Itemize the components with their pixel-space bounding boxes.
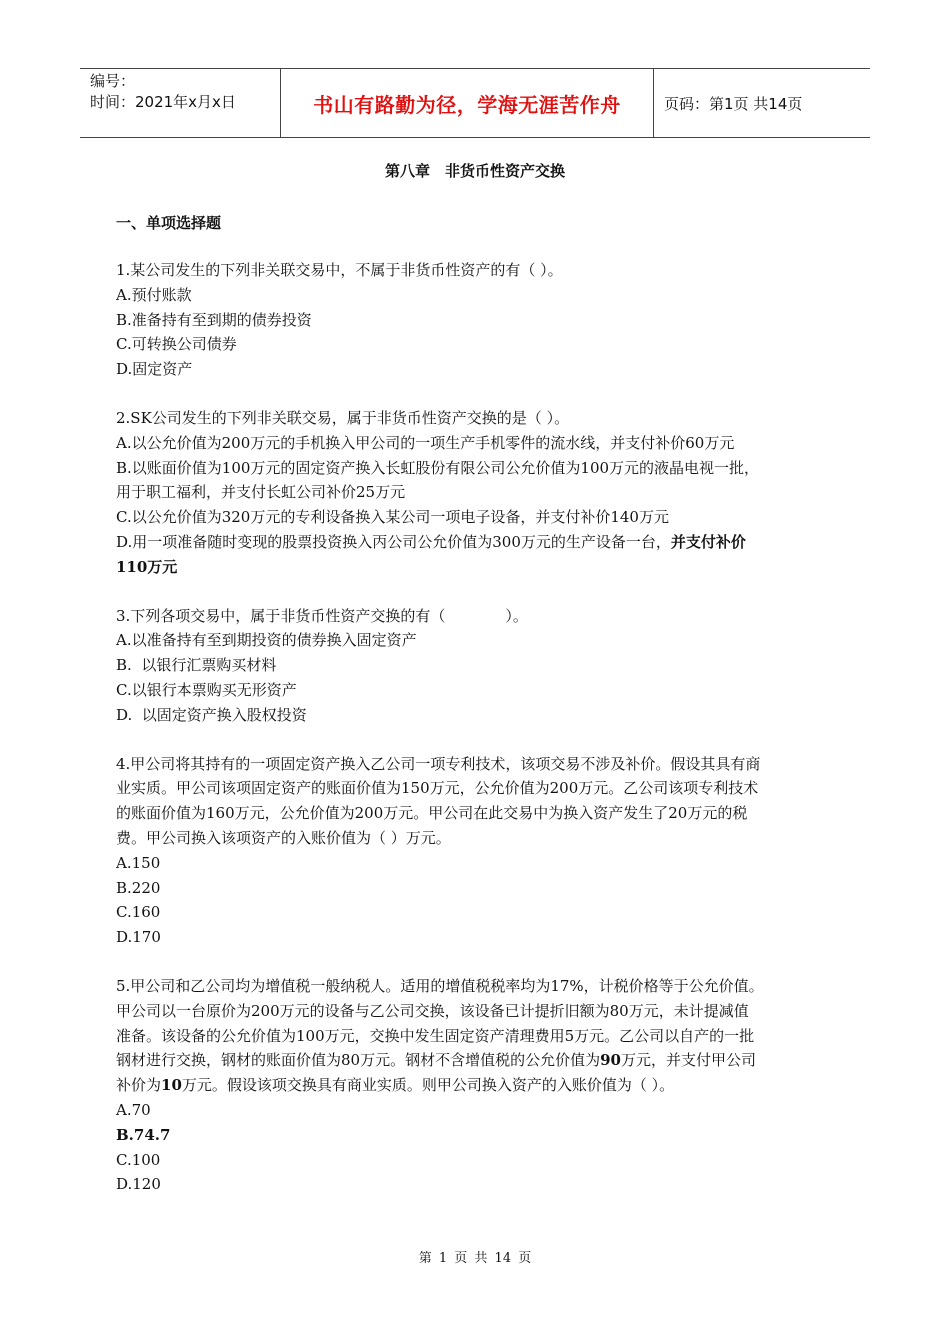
time-label: 时间：2021年x月x日 [90, 93, 236, 111]
option-b: B.220 [116, 878, 161, 897]
question-5 [116, 974, 836, 1197]
option-b: B.准备持有至到期的债券投资 [116, 310, 312, 329]
option-c: C.以公允价值为320万元的专利设备换入某公司一项电子设备，并支付补价140万元 [116, 508, 669, 527]
header-meta [80, 69, 280, 137]
stem-text: 万元，并支付甲公司 [620, 1051, 756, 1070]
option-b-continued: 用于职工福利，并支付长虹公司补价25万元 [116, 483, 406, 502]
question-stem-line [116, 1048, 836, 1073]
option-d: D.固定资产 [116, 360, 193, 379]
question-stem: 1.某公司发生的下列非关联交易中，不属于非货币性资产的有（ ）。 [116, 261, 563, 279]
section-title: 一、单项选择题 [116, 214, 222, 232]
stem-bold-value: 10 [161, 1076, 182, 1095]
option-d-continued: 110万元 [116, 557, 178, 576]
option-b: B. 以银行汇票购买材料 [116, 656, 277, 675]
chapter-title: 第八章 非货币性资产交换 [384, 162, 565, 180]
option-b: B.以账面价值为100万元的固定资产换入长虹股份有限公司公允价值为100万元的液晶电视一批， [116, 458, 760, 477]
stem-text: 补价为 [116, 1076, 162, 1095]
header-motto: 书山有路勤为径，学海无涯苦作舟 [280, 69, 654, 137]
option-d-text: D.用一项准备随时变现的股票投资换入丙公司公允价值为300万元的生产设备一台， [116, 532, 671, 551]
option-a: A.以公允价值为200万元的手机换入甲公司的一项生产手机零件的流水线，并支付补价60万元 [116, 433, 735, 452]
option-c: C.以银行本票购买无形资产 [116, 680, 297, 699]
question-stem: 3.下列各项交易中，属于非货币性资产交换的有（ ）。 [116, 606, 528, 625]
question-stem-line [116, 1073, 836, 1098]
page-footer: 第 1 页 共 14 页 [418, 1251, 532, 1266]
option-c: C.可转换公司债券 [116, 335, 237, 354]
option-d [116, 530, 836, 555]
number-label: 编号： [90, 72, 136, 90]
option-d: D. 以固定资产换入股权投资 [116, 705, 307, 724]
question-stem-line: 费。甲公司换入该项资产的入账价值为（ ）万元。 [116, 828, 451, 847]
question-1 [116, 258, 836, 382]
option-d: D.170 [116, 928, 161, 947]
question-stem-line: 的账面价值为160万元，公允价值为200万元。甲公司在此交易中为换入资产发生了20万元的税 [116, 804, 748, 823]
stem-text: 钢材进行交换，钢材的账面价值为80万元。钢材不含增值税的公允价值为 [116, 1051, 601, 1070]
question-stem-line: 5.甲公司和乙公司均为增值税一般纳税人。适用的增值税税率均为17%，计税价格等于公允价值。 [116, 976, 764, 995]
option-a: A.150 [116, 853, 161, 872]
option-d-bold-text: 并支付补价 [670, 532, 746, 551]
option-c: C.100 [116, 1150, 161, 1169]
page-header [80, 68, 870, 138]
stem-bold-value: 90 [600, 1051, 621, 1070]
option-c: C.160 [116, 903, 161, 922]
question-4 [116, 752, 836, 950]
question-stem-line: 4.甲公司将其持有的一项固定资产换入乙公司一项专利技术，该项交易不涉及补价。假设其具有商 [116, 754, 761, 773]
question-stem-line: 准备。该设备的公允价值为100万元，交换中发生固定资产清理费用5万元。乙公司以自产的一批 [116, 1026, 755, 1045]
question-stem-line: 甲公司以一台原价为200万元的设备与乙公司交换，该设备已计提折旧额为80万元，未计提减值 [116, 1001, 749, 1020]
question-list [116, 258, 836, 1221]
stem-text: 万元。假设该项交换具有商业实质。则甲公司换入资产的入账价值为（ ）。 [181, 1076, 675, 1095]
question-stem: 2.SK公司发生的下列非关联交易，属于非货币性资产交换的是（ ）。 [116, 408, 570, 427]
option-b: B.74.7 [116, 1125, 171, 1144]
question-2 [116, 406, 836, 580]
question-3 [116, 604, 836, 728]
header-page-info: 页码：第1页 共14页 [664, 94, 803, 113]
option-a: A.预付账款 [116, 285, 192, 304]
option-a: A.以准备持有至到期投资的债券换入固定资产 [116, 631, 417, 650]
option-a: A.70 [116, 1100, 151, 1119]
question-stem-line: 业实质。甲公司该项固定资产的账面价值为150万元，公允价值为200万元。乙公司该项专利技术 [116, 779, 759, 798]
option-d: D.120 [116, 1175, 161, 1194]
